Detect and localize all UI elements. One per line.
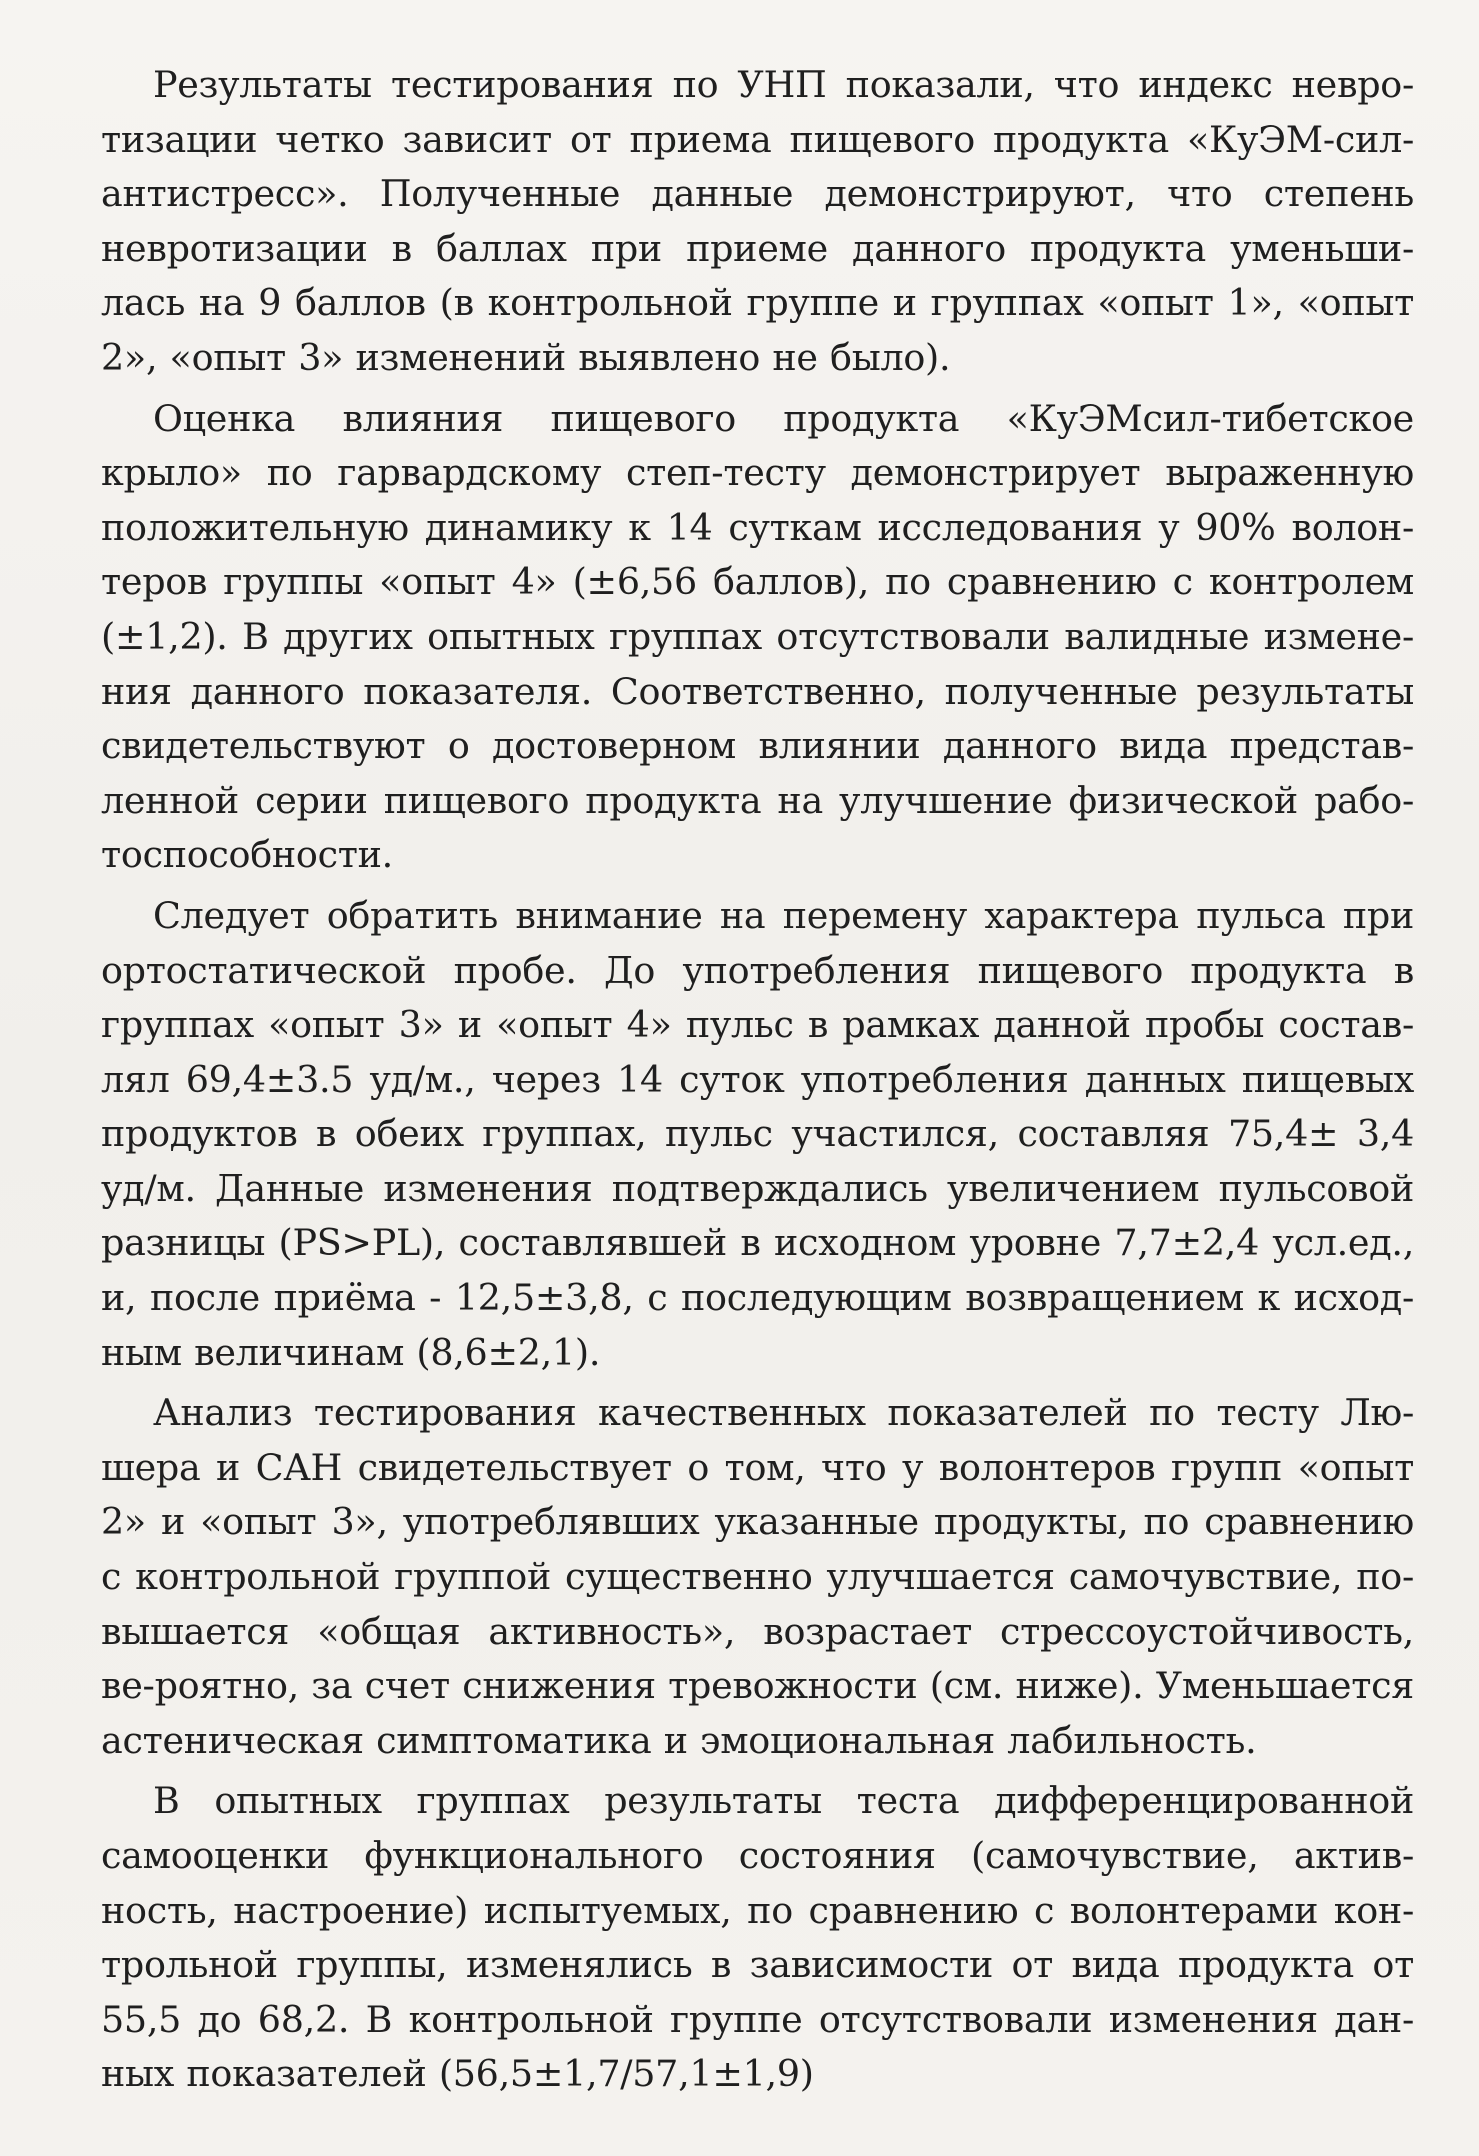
paragraph-3: Следует обратить внимание на перемену характера пульса при ортостатической пробе. До употребления пищевого продукта в группах «опыт 3» и «опыт 4» пульс в рамках данной пробы состав-лял 69,4±3.5 уд/м., через 14 суток употребления данных пищевых продуктов в обеих группах, пульс участился, составляя 75,4± 3,4 уд/м. Данные изменения подтверждались увеличением пульсовой разницы (PS>PL), составлявшей в исходном уровне 7,7±2,4 усл.ед., и, после приёма - 12,5±3,8, с последующим возвращением к исход-ным величинам (8,6±2,1).: [101, 893, 1414, 1374]
body-text: [101, 58, 1414, 2102]
paragraph-5: В опытных группах результаты теста дифференцированной самооценки функционального состояния (самочувствие, актив-ность, настроение) испытуемых, по сравнению с волонтерами кон-трольной группы, изменялись в зависимости от вида продукта от 55,5 до 68,2. В контрольной группе отсутствовали изменения дан-ных показателей (56,5±1,7/57,1±1,9): [101, 1779, 1414, 2096]
paragraph-1: Результаты тестирования по УНП показали, что индекс невро-тизации четко зависит от приема пищевого продукта «КуЭМ-сил-антистресс». Полученные данные демонстрируют, что степень невротизации в баллах при приеме данного продукта уменьши-лась на 9 баллов (в контрольной группе и группах «опыт 1», «опыт 2», «опыт 3» изменений выявлено не было).: [101, 63, 1414, 379]
paragraph-2: Оценка влияния пищевого продукта «КуЭМсил-тибетское крыло» по гарвардскому степ-тесту демонстрирует выраженную положительную динамику к 14 суткам исследования у 90% волон-теров группы «опыт 4» (±6,56 баллов), по сравнению с контролем (±1,2). В других опытных группах отсутствовали валидные измене-ния данного показателя. Соответственно, полученные результаты свидетельствуют о достоверном влиянии данного вида представ-ленной серии пищевого продукта на улучшение физической рабо-тоспособности.: [101, 396, 1414, 877]
paragraph-4: Анализ тестирования качественных показателей по тесту Лю-шера и САН свидетельствует о том, что у волонтеров групп «опыт 2» и «опыт 3», употреблявших указанные продукты, по сравнению с контрольной группой существенно улучшается самочувствие, по-вышается «общая активность», возрастает стрессоустойчивость, ве-роятно, за счет снижения тревожности (см. ниже). Уменьшается астеническая симптоматика и эмоциональная лабильность.: [101, 1391, 1414, 1762]
